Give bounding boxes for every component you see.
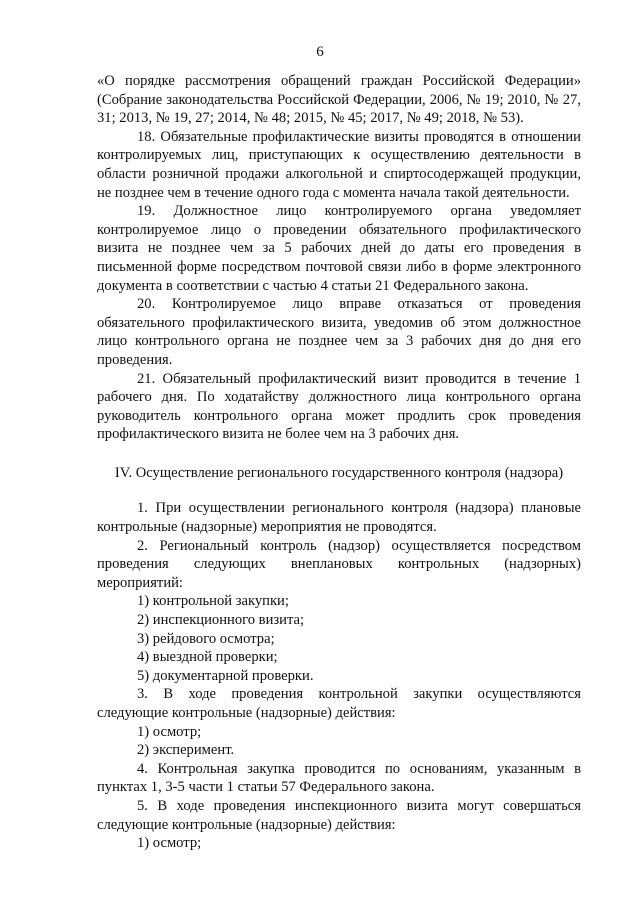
paragraph-continuation: «О порядке рассмотрения обращений граждан Российской Федерации» (Собрание законодательства Российской Федерации, 2006, № 19; 2010, № 27, 31; 2013, № 19, 27; 2014, № 48; 2015, № 45; 2017, № 49; 2018, № 53).	[97, 73, 581, 127]
section-paragraph-3: 3. В ходе проведения контрольной закупки осуществляются следующие контрольные (надзорные) действия:	[97, 686, 581, 721]
list-item: 1) осмотр;	[137, 835, 202, 852]
section-paragraph-1: 1. При осуществлении регионального контроля (надзора) плановые контрольные (надзорные) мероприятия не проводятся.	[97, 500, 581, 536]
page-number: 6	[316, 44, 324, 60]
list-item: 1) осмотр;	[137, 723, 202, 740]
list-item: 3) рейдового осмотра;	[137, 630, 275, 647]
list-item: 2) эксперимент.	[137, 742, 235, 759]
list-item: 4) выездной проверки;	[137, 649, 278, 666]
section-paragraph-4: 4. Контрольная закупка проводится по основаниям, указанным в пунктах 1, 3-5 части 1 статьи 57 Федерального закона.	[97, 760, 581, 796]
list-item: 1) контрольной закупки;	[137, 593, 289, 610]
section-paragraph-2: 2. Региональный контроль (надзор) осуществляется посредством проведения следующих внеплановых контрольных (надзорных) мероприятий:	[97, 537, 581, 591]
paragraph-20: 20. Контролируемое лицо вправе отказаться от проведения обязательного профилактического визита, уведомив об этом должностное лицо контрольного органа не позднее чем за 3 рабочих дня до дня его проведения.	[97, 296, 581, 368]
document-body	[97, 72, 581, 853]
paragraph-18: 18. Обязательные профилактические визиты проводятся в отношении контролируемых лиц, приступающих к осуществлению деятельности в области розничной продажи алкогольной и спиртосодержащей продукции, не позднее чем в течение одного года с момента начала такой деятельности.	[97, 128, 581, 201]
list-item: 5) документарной проверки.	[137, 667, 314, 684]
list-item: 2) инспекционного визита;	[137, 612, 305, 629]
paragraph-19: 19. Должностное лицо контролируемого органа уведомляет контролируемое лицо о проведении обязательного профилактического визита не позднее чем за 5 рабочих дней до даты его проведения в письменной форме посредством почтовой связи либо в форме электронного документа в соответствии с частью 4 статьи 21 Федерального закона.	[97, 203, 581, 294]
section-paragraph-5: 5. В ходе проведения инспекционного визита могут совершаться следующие контрольные (надзорные) действия:	[97, 797, 581, 833]
section-heading: IV. Осуществление регионального государственного контроля (надзора)	[114, 464, 564, 481]
paragraph-21: 21. Обязательный профилактический визит проводится в течение 1 рабочего дня. По ходатайству должностного лица контрольного органа руководитель контрольного органа может продлить срок проведения профилактического визита не более чем на 3 рабочих дня.	[97, 370, 581, 443]
